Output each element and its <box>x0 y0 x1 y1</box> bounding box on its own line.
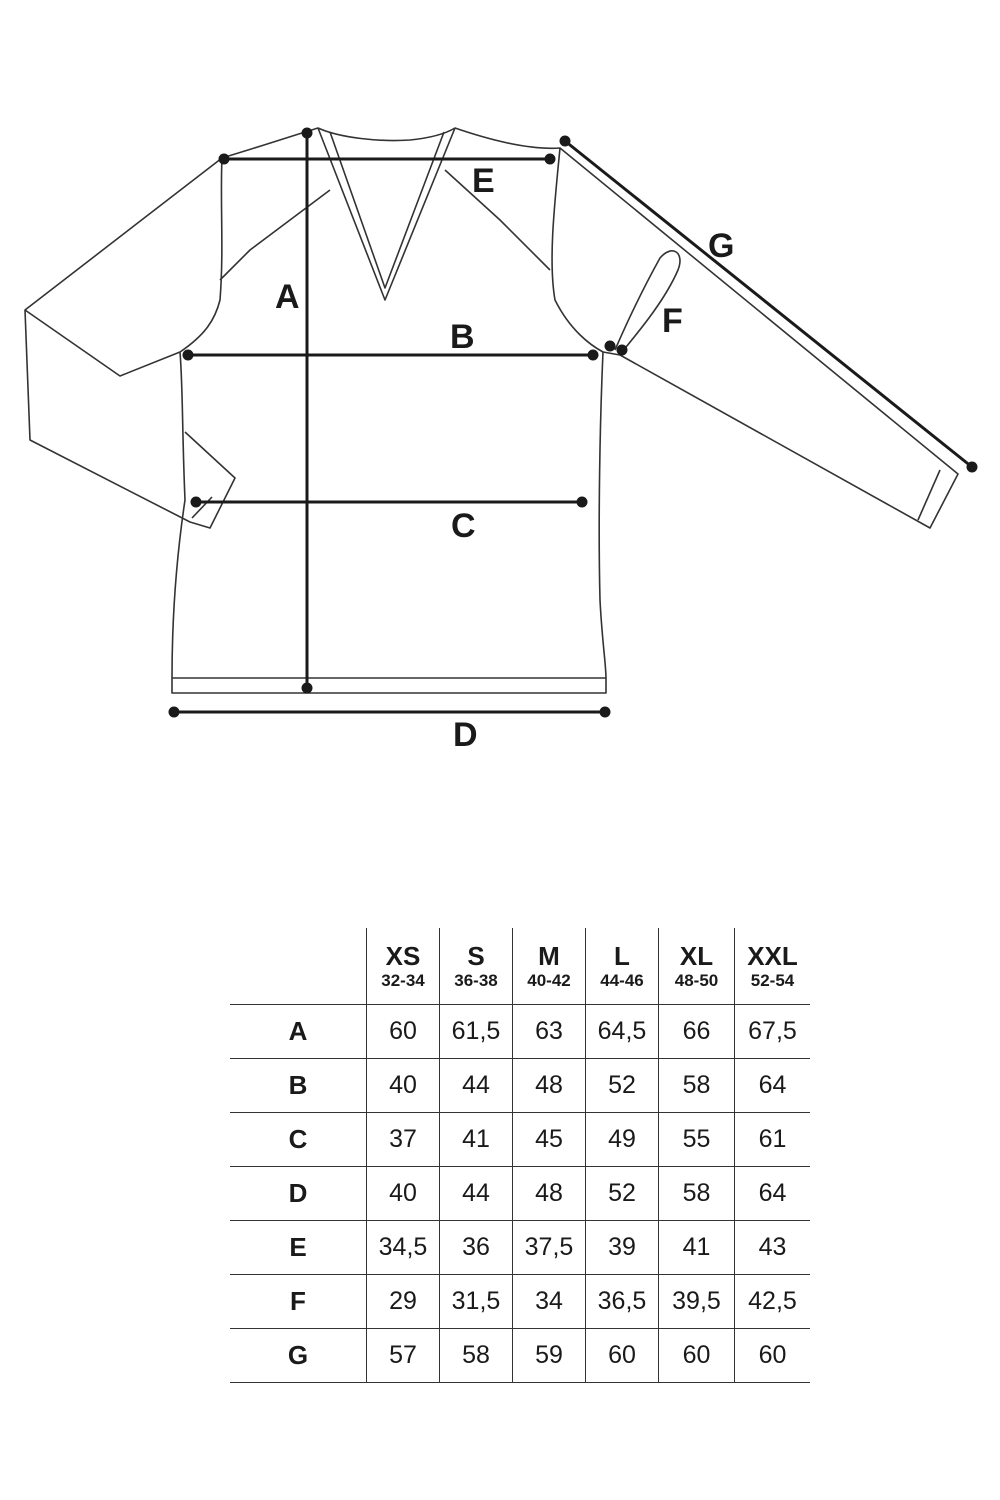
row-label: G <box>230 1329 367 1383</box>
size-name: L <box>614 941 630 971</box>
table-cell: 44 <box>440 1059 513 1113</box>
label-a: A <box>275 278 300 316</box>
label-c: C <box>451 507 476 545</box>
table-cell: 61 <box>735 1113 811 1167</box>
table-cell: 52 <box>586 1167 659 1221</box>
label-e: E <box>472 162 495 200</box>
row-label: C <box>230 1113 367 1167</box>
table-cell: 41 <box>440 1113 513 1167</box>
table-cell: 52 <box>586 1059 659 1113</box>
size-header <box>659 928 735 1005</box>
table-cell: 39 <box>586 1221 659 1275</box>
size-range: 48-50 <box>674 971 719 990</box>
table-cell: 41 <box>659 1221 735 1275</box>
table-cell: 36 <box>440 1221 513 1275</box>
table-cell: 60 <box>659 1329 735 1383</box>
table-cell: 64,5 <box>586 1005 659 1059</box>
table-cell: 40 <box>367 1167 440 1221</box>
table-row <box>230 1221 810 1275</box>
label-b: B <box>450 318 475 356</box>
size-chart-table <box>230 928 810 1383</box>
table-cell: 39,5 <box>659 1275 735 1329</box>
table-cell: 48 <box>513 1167 586 1221</box>
table-cell: 57 <box>367 1329 440 1383</box>
table-cell: 55 <box>659 1113 735 1167</box>
size-range: 44-46 <box>600 971 644 990</box>
size-range: 40-42 <box>527 971 571 990</box>
table-cell: 48 <box>513 1059 586 1113</box>
table-cell: 61,5 <box>440 1005 513 1059</box>
table-row <box>230 1167 810 1221</box>
measurement-labels <box>275 162 734 754</box>
table-cell: 58 <box>659 1059 735 1113</box>
table-cell: 37 <box>367 1113 440 1167</box>
label-f: F <box>662 302 683 340</box>
size-header-row <box>230 928 810 1005</box>
table-row <box>230 1113 810 1167</box>
table-cell: 64 <box>735 1167 811 1221</box>
size-header <box>513 928 586 1005</box>
table-corner <box>230 928 367 1005</box>
table-row <box>230 1059 810 1113</box>
table-cell: 36,5 <box>586 1275 659 1329</box>
table-cell: 49 <box>586 1113 659 1167</box>
table-cell: 58 <box>440 1329 513 1383</box>
table-cell: 60 <box>367 1005 440 1059</box>
size-name: XL <box>679 941 714 971</box>
size-header <box>440 928 513 1005</box>
size-name: S <box>467 941 485 971</box>
table-cell: 45 <box>513 1113 586 1167</box>
table-cell: 58 <box>659 1167 735 1221</box>
table-cell: 40 <box>367 1059 440 1113</box>
table-cell: 66 <box>659 1005 735 1059</box>
table-cell: 67,5 <box>735 1005 811 1059</box>
table-cell: 63 <box>513 1005 586 1059</box>
row-label: A <box>230 1005 367 1059</box>
row-label: E <box>230 1221 367 1275</box>
size-range: 52-54 <box>750 971 795 990</box>
table-cell: 59 <box>513 1329 586 1383</box>
size-name: XS <box>385 941 421 971</box>
table-cell: 37,5 <box>513 1221 586 1275</box>
table-cell: 44 <box>440 1167 513 1221</box>
size-range: 36-38 <box>454 971 498 990</box>
size-header <box>586 928 659 1005</box>
table-row <box>230 1005 810 1059</box>
table-cell: 34,5 <box>367 1221 440 1275</box>
table-row <box>230 1329 810 1383</box>
size-header <box>367 928 440 1005</box>
label-d: D <box>453 716 478 754</box>
size-name: M <box>538 941 560 971</box>
size-name: XXL <box>747 941 798 971</box>
table-cell: 29 <box>367 1275 440 1329</box>
table-cell: 43 <box>735 1221 811 1275</box>
table-cell: 42,5 <box>735 1275 811 1329</box>
row-label: F <box>230 1275 367 1329</box>
table-cell: 31,5 <box>440 1275 513 1329</box>
shirt-outline <box>25 128 958 693</box>
row-label: D <box>230 1167 367 1221</box>
table-cell: 64 <box>735 1059 811 1113</box>
table-row <box>230 1275 810 1329</box>
table-cell: 60 <box>586 1329 659 1383</box>
table-cell: 60 <box>735 1329 811 1383</box>
row-label: B <box>230 1059 367 1113</box>
size-range: 32-34 <box>381 971 425 990</box>
label-g: G <box>708 227 735 265</box>
table-cell: 34 <box>513 1275 586 1329</box>
size-header <box>735 928 811 1005</box>
measurement-lines <box>170 129 976 716</box>
